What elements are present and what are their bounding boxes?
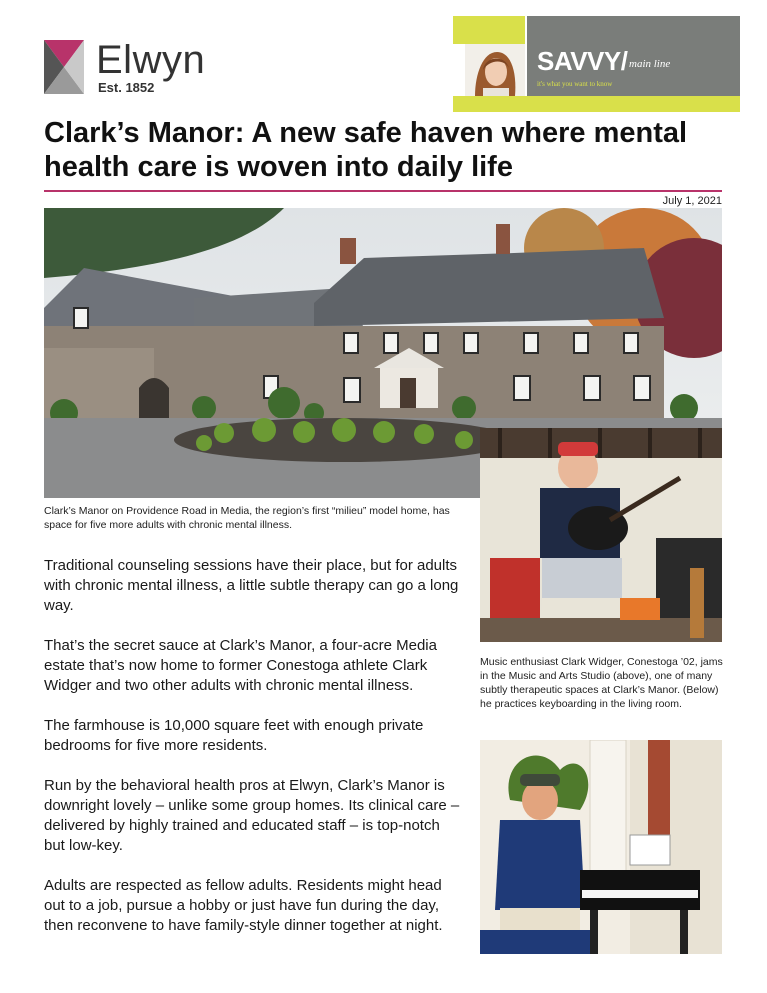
body-paragraph: The farmhouse is 10,000 square feet with enough private bedrooms for five more residents. bbox=[44, 717, 424, 754]
banner-title: SAVVY/ bbox=[537, 46, 628, 76]
article-headline: Clark’s Manor: A new safe haven where mental health care is woven into daily life bbox=[44, 117, 688, 183]
columnist-portrait bbox=[465, 44, 525, 96]
piano-photo bbox=[480, 740, 722, 954]
banner-box bbox=[527, 16, 740, 96]
musician-piano-image bbox=[480, 740, 722, 954]
banner-accent-top bbox=[453, 16, 525, 44]
elwyn-mark-icon bbox=[44, 40, 84, 94]
headline-rule bbox=[44, 190, 722, 192]
body-paragraph: That’s the secret sauce at Clark’s Manor, a four-acre Media estate that’s now home to former Conestoga athlete Clark Widger and two other adults with chronic mental illness. bbox=[44, 637, 437, 694]
brand-name: Elwyn bbox=[96, 38, 206, 82]
body-paragraph: Adults are respected as fellow adults. Residents might head out to a job, pursue a hobby or just have fun during the day, then reconvene to have family-style dinner together at night. bbox=[44, 877, 443, 934]
article-body bbox=[44, 556, 464, 956]
banner-tagline: it's what you want to know bbox=[537, 80, 613, 88]
musician-guitar-image bbox=[480, 428, 722, 642]
savvy-banner bbox=[453, 16, 740, 112]
hero-caption: Clark’s Manor on Providence Road in Media, the region’s first “milieu” model home, has space for five more adults with chronic mental illness. bbox=[44, 505, 450, 531]
article-date: July 1, 2021 bbox=[662, 195, 722, 207]
body-paragraph: Run by the behavioral health pros at Elwyn, Clark’s Manor is downright lovely – unlike some group homes. Its clinical care – delivered by highly trained and educated staff – is top-notch but low-key. bbox=[44, 777, 460, 854]
portrait-icon bbox=[465, 44, 525, 96]
body-paragraph: Traditional counseling sessions have their place, but for adults with chronic mental illness, a little subtle therapy can go a long way. bbox=[44, 557, 459, 614]
elwyn-logo bbox=[44, 40, 224, 100]
brand-est: Est. 1852 bbox=[98, 80, 155, 95]
banner-subtitle: main line bbox=[629, 58, 671, 70]
side-caption: Music enthusiast Clark Widger, Conestoga ’02, jams in the Music and Arts Studio (above), one of many subtly therapeutic spaces at Clark’s Manor. (Below) he practices keyboarding in the living room. bbox=[480, 656, 723, 710]
banner-accent-bottom bbox=[453, 96, 740, 112]
guitar-photo bbox=[480, 428, 722, 642]
